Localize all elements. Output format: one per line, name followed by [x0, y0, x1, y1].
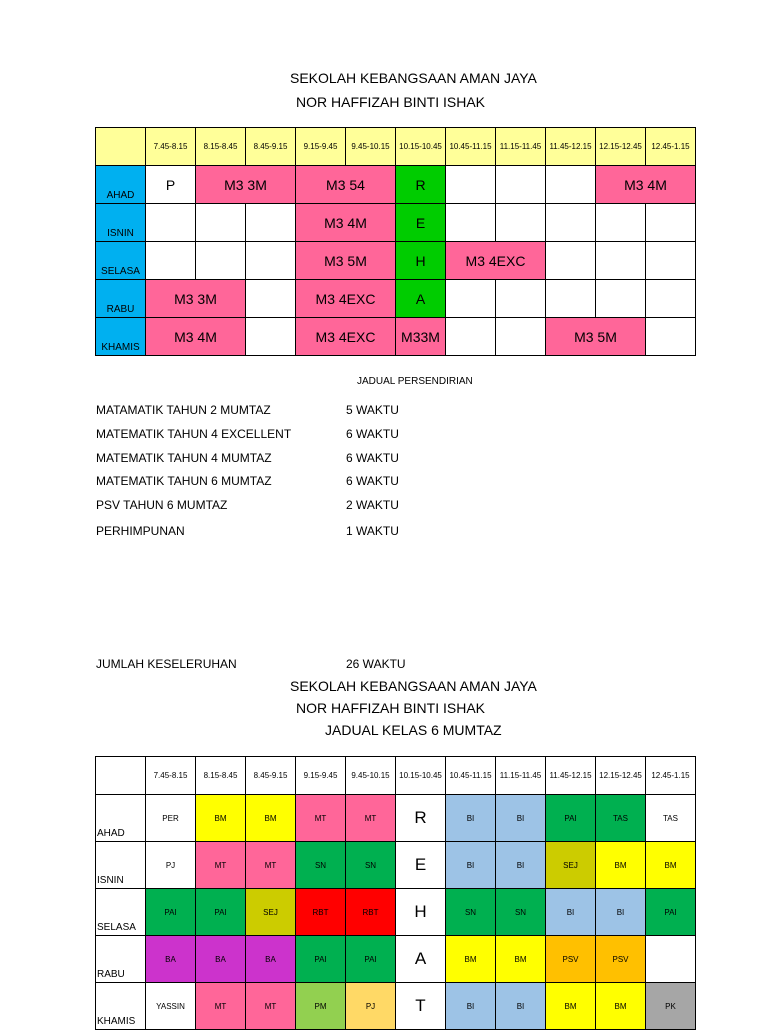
empty-cell — [496, 204, 546, 242]
table-row — [96, 280, 696, 318]
subject-cell: BM — [546, 983, 596, 1030]
break-cell: E — [396, 204, 446, 242]
schedule-subject: MATEMATIK TAHUN 4 EXCELLENT — [96, 427, 292, 441]
schedule-periods: 6 WAKTU — [346, 427, 399, 441]
subject-cell: BI — [496, 842, 546, 889]
subject-cell: BM — [646, 842, 696, 889]
empty-cell — [246, 242, 296, 280]
class-cell: M3 4M — [296, 204, 396, 242]
empty-cell — [146, 204, 196, 242]
subject-cell: MT — [296, 795, 346, 842]
subject-cell: MT — [196, 842, 246, 889]
teacher-timetable — [95, 127, 696, 356]
class-cell: M3 3M — [146, 280, 246, 318]
table-row — [96, 795, 696, 842]
time-header: 11.45-12.15 — [546, 128, 596, 166]
total-value: 26 WAKTU — [346, 657, 406, 671]
time-header: 11.45-12.15 — [546, 757, 596, 795]
day-label: SELASA — [96, 889, 146, 936]
subject-cell: MT — [196, 983, 246, 1030]
empty-cell — [546, 166, 596, 204]
table-row — [96, 983, 696, 1030]
subject-cell: TAS — [646, 795, 696, 842]
empty-cell — [646, 280, 696, 318]
subject-cell: MT — [246, 842, 296, 889]
teacher-name: NOR HAFFIZAH BINTI ISHAK — [296, 700, 486, 716]
day-label: KHAMIS — [96, 983, 146, 1030]
subject-cell: SEJ — [246, 889, 296, 936]
corner-cell — [96, 128, 146, 166]
empty-cell — [596, 242, 646, 280]
empty-cell — [496, 280, 546, 318]
empty-cell — [446, 204, 496, 242]
break-cell: T — [396, 983, 446, 1030]
break-cell: H — [396, 242, 446, 280]
subject-cell: BA — [246, 936, 296, 983]
table-row — [96, 318, 696, 356]
day-label: SELASA — [96, 242, 146, 280]
empty-cell — [646, 936, 696, 983]
subject-cell: YASSIN — [146, 983, 196, 1030]
subject-cell: BM — [196, 795, 246, 842]
subject-cell: BA — [146, 936, 196, 983]
schedule-periods: 2 WAKTU — [346, 498, 399, 512]
empty-cell — [446, 318, 496, 356]
subject-cell: BM — [496, 936, 546, 983]
schedule-subject: MATEMATIK TAHUN 4 MUMTAZ — [96, 451, 272, 465]
empty-cell — [146, 242, 196, 280]
class-cell: M3 4M — [596, 166, 696, 204]
empty-cell — [546, 280, 596, 318]
subject-cell: BA — [196, 936, 246, 983]
subject-cell: SEJ — [546, 842, 596, 889]
day-label: AHAD — [96, 795, 146, 842]
day-label: RABU — [96, 280, 146, 318]
time-header: 9.15-9.45 — [296, 757, 346, 795]
subject-cell: SN — [446, 889, 496, 936]
table-row — [96, 242, 696, 280]
break-cell: R — [396, 795, 446, 842]
time-header: 10.15-10.45 — [396, 128, 446, 166]
empty-cell — [446, 166, 496, 204]
subject-cell: PSV — [596, 936, 646, 983]
day-label: ISNIN — [96, 204, 146, 242]
class-cell: M3 5M — [296, 242, 396, 280]
subject-cell: PSV — [546, 936, 596, 983]
subject-cell: BI — [446, 795, 496, 842]
table-row — [96, 936, 696, 983]
time-header: 8.45-9.15 — [246, 757, 296, 795]
subject-cell: PM — [296, 983, 346, 1030]
empty-cell — [196, 204, 246, 242]
subject-cell: BI — [496, 795, 546, 842]
subject-cell: PER — [146, 795, 196, 842]
day-label: KHAMIS — [96, 318, 146, 356]
table-row — [96, 889, 696, 936]
empty-cell — [596, 204, 646, 242]
time-header: 8.45-9.15 — [246, 128, 296, 166]
class-cell: M3 4EXC — [446, 242, 546, 280]
empty-cell — [496, 166, 546, 204]
school-name: SEKOLAH KEBANGSAAN AMAN JAYA — [290, 678, 537, 694]
schedule-subject: PSV TAHUN 6 MUMTAZ — [96, 498, 228, 512]
time-header: 11.15-11.45 — [496, 128, 546, 166]
subject-cell: BI — [596, 889, 646, 936]
schedule-periods: 1 WAKTU — [346, 524, 399, 538]
subject-cell: BI — [546, 889, 596, 936]
subject-cell: PJ — [346, 983, 396, 1030]
empty-cell — [646, 204, 696, 242]
break-cell: H — [396, 889, 446, 936]
empty-cell — [446, 280, 496, 318]
time-header: 12.15-12.45 — [596, 128, 646, 166]
schedule-subject: MATAMATIK TAHUN 2 MUMTAZ — [96, 403, 271, 417]
class-cell: M3 54 — [296, 166, 396, 204]
time-header: 12.45-1.15 — [646, 757, 696, 795]
teacher-name: NOR HAFFIZAH BINTI ISHAK — [296, 94, 486, 110]
empty-cell — [246, 318, 296, 356]
subject-cell: PAI — [646, 889, 696, 936]
time-header: 11.15-11.45 — [496, 757, 546, 795]
subject-cell: PAI — [146, 889, 196, 936]
empty-cell — [246, 280, 296, 318]
break-cell: A — [396, 936, 446, 983]
subject-cell: BI — [446, 983, 496, 1030]
class-cell: P — [146, 166, 196, 204]
class-cell: M3 4EXC — [296, 318, 396, 356]
schedule-periods: 5 WAKTU — [346, 403, 399, 417]
schedule-periods: 6 WAKTU — [346, 474, 399, 488]
schedule-subject: MATEMATIK TAHUN 6 MUMTAZ — [96, 474, 272, 488]
total-label: JUMLAH KESELERUHAN — [96, 657, 237, 671]
class-cell: M3 3M — [196, 166, 296, 204]
subject-cell: PAI — [346, 936, 396, 983]
break-cell: A — [396, 280, 446, 318]
subject-cell: PAI — [296, 936, 346, 983]
subject-cell: MT — [246, 983, 296, 1030]
subject-cell: RBT — [296, 889, 346, 936]
private-schedule-heading: JADUAL PERSENDIRIAN — [357, 376, 473, 387]
table-row — [96, 842, 696, 889]
header-row — [96, 757, 696, 795]
class-cell: M33M — [396, 318, 446, 356]
class-title: JADUAL KELAS 6 MUMTAZ — [325, 722, 502, 738]
time-header: 7.45-8.15 — [146, 757, 196, 795]
empty-cell — [646, 242, 696, 280]
schedule-subject: PERHIMPUNAN — [96, 524, 185, 538]
subject-cell: SN — [296, 842, 346, 889]
time-header: 12.45-1.15 — [646, 128, 696, 166]
break-cell: R — [396, 166, 446, 204]
empty-cell — [196, 242, 246, 280]
subject-cell: MT — [346, 795, 396, 842]
subject-cell: RBT — [346, 889, 396, 936]
subject-cell: PJ — [146, 842, 196, 889]
subject-cell: PK — [646, 983, 696, 1030]
time-header: 10.45-11.15 — [446, 757, 496, 795]
time-header: 8.15-8.45 — [196, 757, 246, 795]
empty-cell — [546, 204, 596, 242]
class-cell: M3 5M — [546, 318, 646, 356]
class-timetable — [95, 756, 696, 1030]
subject-cell: BI — [446, 842, 496, 889]
empty-cell — [246, 204, 296, 242]
empty-cell — [646, 318, 696, 356]
empty-cell — [546, 242, 596, 280]
time-header: 10.45-11.15 — [446, 128, 496, 166]
time-header: 9.15-9.45 — [296, 128, 346, 166]
header-row — [96, 128, 696, 166]
time-header: 9.45-10.15 — [346, 757, 396, 795]
corner-cell — [96, 757, 146, 795]
day-label: ISNIN — [96, 842, 146, 889]
subject-cell: BI — [496, 983, 546, 1030]
time-header: 8.15-8.45 — [196, 128, 246, 166]
time-header: 12.15-12.45 — [596, 757, 646, 795]
class-cell: M3 4EXC — [296, 280, 396, 318]
subject-cell: SN — [346, 842, 396, 889]
time-header: 9.45-10.15 — [346, 128, 396, 166]
day-label: AHAD — [96, 166, 146, 204]
class-cell: M3 4M — [146, 318, 246, 356]
time-header: 7.45-8.15 — [146, 128, 196, 166]
subject-cell: PAI — [546, 795, 596, 842]
school-name: SEKOLAH KEBANGSAAN AMAN JAYA — [290, 70, 537, 86]
subject-cell: TAS — [596, 795, 646, 842]
subject-cell: BM — [596, 842, 646, 889]
empty-cell — [596, 280, 646, 318]
table-row — [96, 166, 696, 204]
subject-cell: BM — [446, 936, 496, 983]
subject-cell: BM — [246, 795, 296, 842]
subject-cell: BM — [596, 983, 646, 1030]
table-row — [96, 204, 696, 242]
time-header: 10.15-10.45 — [396, 757, 446, 795]
empty-cell — [496, 318, 546, 356]
schedule-periods: 6 WAKTU — [346, 451, 399, 465]
break-cell: E — [396, 842, 446, 889]
day-label: RABU — [96, 936, 146, 983]
subject-cell: SN — [496, 889, 546, 936]
subject-cell: PAI — [196, 889, 246, 936]
